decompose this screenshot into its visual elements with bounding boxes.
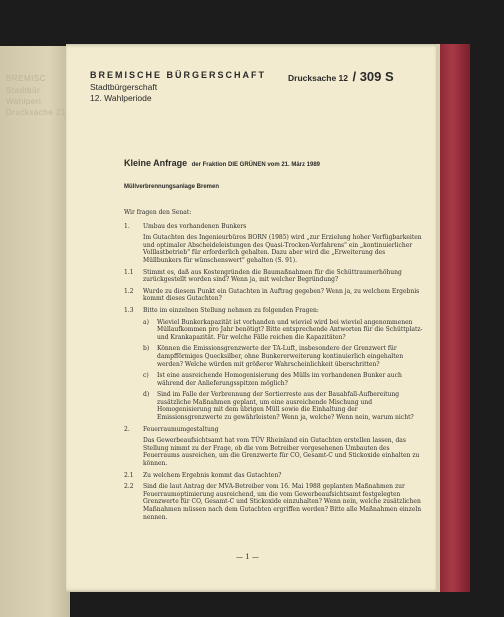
sub-question-label: d)	[143, 391, 150, 399]
question-number: 2.1	[124, 471, 134, 479]
question	[124, 472, 424, 480]
question-number: 1.1	[124, 268, 134, 276]
left-page-edge	[0, 46, 70, 617]
chamber-name: Stadtbürgerschaft	[90, 82, 158, 92]
section-number: 1.	[124, 222, 130, 230]
question	[124, 288, 424, 303]
drucksache-number: / 309 S	[352, 69, 394, 84]
sub-question-text: Sind im Falle der Verbrennung der Sortierreste aus der Bauabfall-Aufbereitung zusätzliche Maßnahmen geplant, um eine ausreichende Mischung und Homogenisierung mit dem übrigen Müll sowie die Einhaltung der Emissionsgrenzwerte zu gewährleisten? Wenn ja, welche? Wenn nein, warum nicht?	[157, 391, 414, 422]
ghost-text: Wahlperi	[6, 97, 42, 106]
section-number: 2.	[124, 425, 130, 433]
ghost-text: BREMISC	[6, 74, 46, 83]
question-text: Sind die laut Antrag der MVA-Betreiber vom 16. Mai 1988 geplanten Maßnahmen zur Feuerraumoptimierung ausreichend, um die vom Gewerbeaufsichtsamt festgelegten Grenzwerte für CO, Gesamt-C und Stickoxide einzuhalten? Wenn nein, welche zusätzlichen Maßnahmen müssen nach dem Gutachten ergriffen werden? Bitte alle Maßnahmen einzeln nennen.	[143, 483, 422, 521]
sub-question-label: a)	[143, 318, 149, 326]
document-title	[124, 153, 320, 171]
title-main: Kleine Anfrage	[124, 158, 188, 168]
ghost-text: Drucksache 21	[6, 108, 66, 117]
section-heading	[124, 426, 424, 434]
question-text: Zu welchem Ergebnis kommt das Gutachten?	[143, 471, 282, 479]
document-page	[66, 44, 440, 592]
paragraph: Im Gutachten des Ingenieurbüros BORN (1985) wird „zur Erzielung hoher Verfügbarkeiten und optimaler Abscheideleistungen des Quasi-Trocken-Verfahrens" ein „kontinuierlicher Volllastbetrieb" für erforderlich gehalten. Dazu aber wird die „Erweiterung des Müllbunkers für wünschenswert" gehalten (S. 91).	[143, 234, 422, 264]
sub-question-text: Können die Emissionsgrenzwerte der TA-Luft, insbesondere der Grenzwert für dampfförmiges Quecksilber, ohne Bunkererweiterung kontinuierlich eingehalten werden? Welche würden mit größerer Wahrscheinlichkeit überschritten?	[157, 345, 404, 368]
document-subject: Müllverbrennungsanlage Bremen	[124, 184, 220, 190]
section-title: Umbau des vorhandenen Bunkers	[143, 222, 247, 230]
title-rest: der Fraktion DIE GRÜNEN vom 21. März 1989	[191, 162, 321, 168]
question	[124, 483, 424, 521]
question	[124, 269, 424, 284]
sub-question	[143, 391, 424, 421]
intro-text: Wir fragen den Senat:	[124, 209, 192, 216]
sub-question	[143, 345, 424, 368]
sub-question-label: c)	[143, 372, 149, 380]
question-text: Wurde zu diesem Punkt ein Gutachten in Auftrag gegeben? Wenn ja, zu welchem Ergebnis kommt dieses Gutachten?	[143, 287, 420, 303]
paragraph: Das Gewerbeaufsichtsamt hat vom TÜV Rheinland ein Gutachten erstellen lassen, das Stellung nimmt zu der Frage, ob die vom Betreiber vorgesehenen Umbauten des Feuerraums ausreichen, um die Grenzwerte für CO, Gesamt-C und Stickoxide einhalten zu können.	[143, 437, 420, 468]
legislative-period: 12. Wahlperiode	[90, 93, 152, 103]
sub-question	[143, 372, 424, 387]
ghost-text: Stadtbür	[6, 86, 41, 95]
page-number: — 1 —	[236, 553, 259, 561]
book-binding	[440, 44, 470, 592]
sub-question	[143, 319, 424, 342]
sub-question-text: Ist eine ausreichende Homogenisierung des Mülls im vorhandenen Bunker auch während der Anlieferungsspitzen möglich?	[157, 372, 402, 387]
sub-question-text: Wieviel Bunkerkapazität ist vorhanden und wieviel wird bei wieviel angenommenen Müllaufkommen pro Jahr benötigt? Bitte entsprechende Antworten für die Schüttplatz- und Krankapazität. Für welche Fälle reichen die Kapazitäten?	[157, 318, 423, 341]
section-title: Feuerraumumgestaltung	[143, 425, 219, 433]
question-number: 1.3	[124, 306, 134, 314]
question	[124, 307, 424, 315]
document-body	[124, 209, 424, 525]
section-heading	[124, 223, 424, 231]
question-number: 2.2	[124, 483, 134, 491]
document-number	[288, 68, 394, 86]
organization-name: BREMISCHE BÜRGERSCHAFT	[90, 70, 267, 80]
question-text: Stimmt es, daß aus Kostengründen die Baumaßnahmen für die Schüttraumerhöhung zurückgestellt worden sind? Wenn ja, mit welcher Begründung?	[143, 268, 402, 284]
question-text: Bitte im einzelnen Stellung nehmen zu folgenden Fragen:	[143, 306, 319, 314]
sub-question-label: b)	[143, 345, 150, 353]
drucksache-label: Drucksache 12	[288, 73, 349, 83]
question-number: 1.2	[124, 287, 134, 295]
